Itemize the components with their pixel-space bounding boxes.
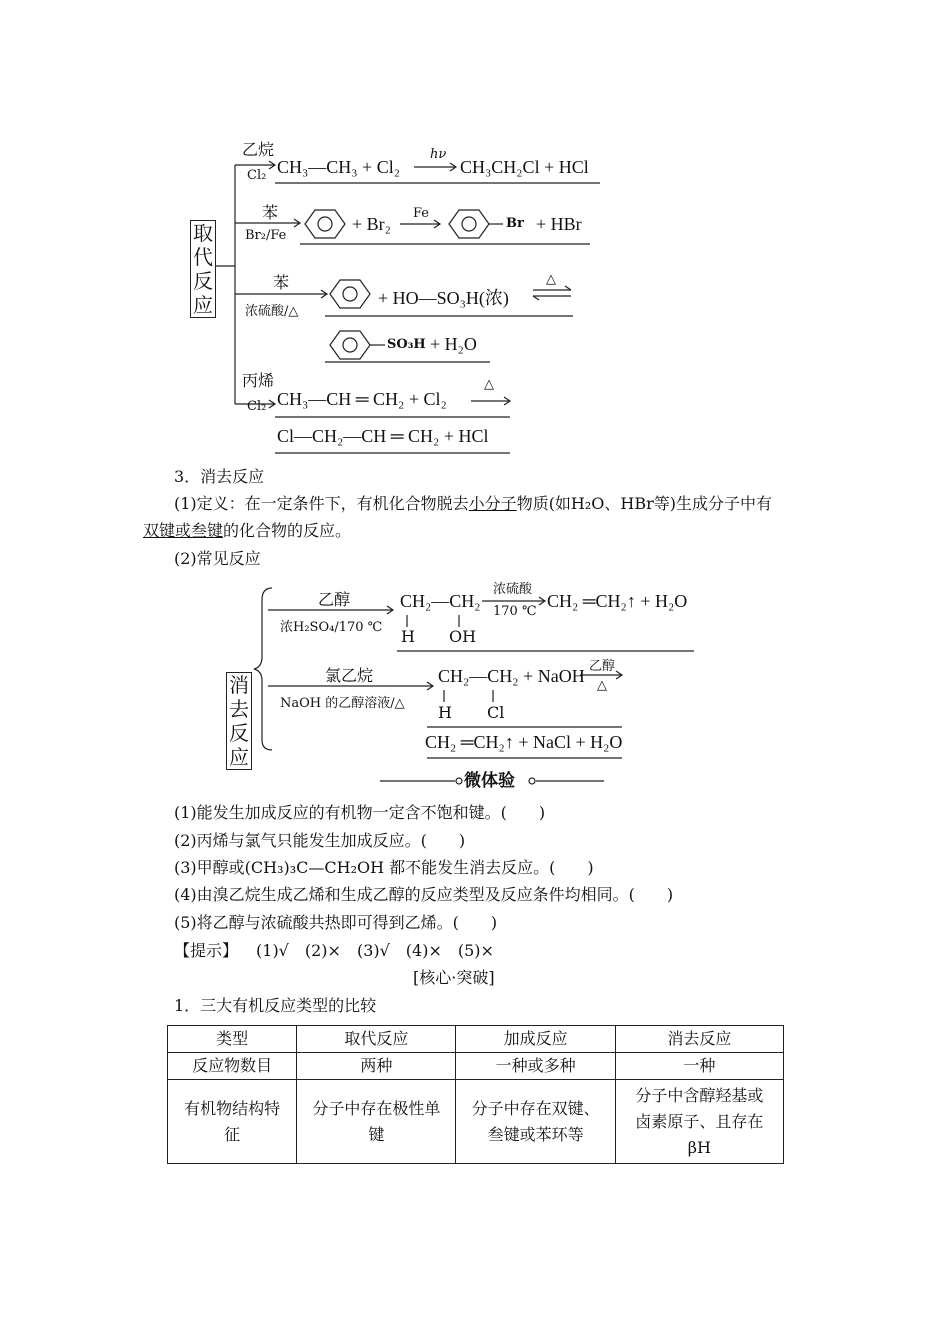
substitution-label-char: 应 bbox=[193, 293, 213, 317]
r4-arrow-condition: △ bbox=[484, 377, 494, 392]
cell-line: 叁键或苯环等 bbox=[487, 1124, 584, 1144]
substitution-label-char: 取 bbox=[193, 221, 213, 245]
elimination-label-char: 应 bbox=[229, 745, 249, 769]
core-header: [核心·突破] bbox=[413, 968, 495, 987]
table-cell: 两种 bbox=[297, 1053, 456, 1080]
micro-item: (2)丙烯与氯气只能发生加成反应。( ) bbox=[174, 831, 466, 850]
definition-text: (1)定义：在一定条件下，有机化合物脱去 bbox=[174, 494, 469, 513]
r3-substituent: SO₃H bbox=[387, 337, 426, 352]
cell-line: 分子中含醇羟基或 bbox=[635, 1085, 764, 1105]
e1-products: CH₂ ═CH₂↑ + H₂O bbox=[547, 591, 688, 611]
r1-reactants: CH₃—CH₃ + Cl₂ bbox=[277, 157, 400, 177]
r1-products: CH₃CH₂Cl + HCl bbox=[460, 157, 589, 177]
substitution-label-box bbox=[190, 220, 216, 318]
definition-line-2 bbox=[143, 521, 351, 541]
micro-item: (1)能发生加成反应的有机物一定含不饱和键。( ) bbox=[174, 803, 546, 822]
e1-arrow-condition-above: 浓硫酸 bbox=[493, 582, 533, 597]
e1-structure-oh: OH bbox=[449, 627, 477, 646]
common-reactions-title: (2)常见反应 bbox=[174, 549, 261, 568]
hint-answers: (1)√ (2)× (3)√ (4)× (5)× bbox=[256, 941, 494, 960]
micro-item: (5)将乙醇与浓硫酸共热即可得到乙烯。( ) bbox=[174, 913, 498, 932]
definition-line-1 bbox=[174, 494, 772, 514]
table-cell bbox=[456, 1080, 615, 1164]
e1-reagent: 乙醇 bbox=[318, 590, 351, 609]
micro-item: (4)由溴乙烷生成乙烯和生成乙醇的反应类型及反应条件均相同。( ) bbox=[174, 885, 674, 904]
r2-condition: Br₂/Fe bbox=[245, 228, 287, 243]
section3-title: 3．消去反应 bbox=[174, 467, 265, 486]
r2-reactants: + Br₂ bbox=[352, 214, 391, 234]
r2-products: + HBr bbox=[536, 214, 582, 234]
r3-reagent: 苯 bbox=[273, 273, 290, 292]
r3-products: + H₂O bbox=[430, 334, 477, 354]
table-header-cell: 类型 bbox=[168, 1026, 297, 1053]
table-cell: 一种 bbox=[615, 1053, 783, 1080]
elimination-label-char: 去 bbox=[229, 697, 249, 721]
table-row bbox=[168, 1053, 784, 1080]
r1-reagent: 乙烷 bbox=[242, 140, 275, 159]
table-cell bbox=[615, 1080, 783, 1164]
e2-structure-cl: Cl bbox=[487, 703, 505, 722]
cell-line: βH bbox=[687, 1137, 711, 1157]
micro-title: 微体验 bbox=[464, 771, 515, 791]
e1-arrow-condition-below: 170 ℃ bbox=[493, 604, 537, 619]
table-cell: 反应物数目 bbox=[168, 1053, 297, 1080]
core-title: 1．三大有机反应类型的比较 bbox=[174, 996, 377, 1015]
e2-structure-top: CH₂—CH₂ + NaOH bbox=[438, 666, 585, 686]
r4-condition: Cl₂ bbox=[247, 399, 267, 414]
definition-keyword: 双键或叁键 bbox=[143, 521, 224, 540]
substitution-label-char: 反 bbox=[193, 269, 213, 293]
table-header-cell: 取代反应 bbox=[297, 1026, 456, 1053]
r4-reactants: CH₃—CH ═ CH₂ + Cl₂ bbox=[277, 389, 447, 409]
elimination-label-box bbox=[226, 672, 252, 770]
table-header-cell: 加成反应 bbox=[456, 1026, 615, 1053]
r3-arrow-condition: △ bbox=[546, 272, 556, 287]
table-header-cell: 消去反应 bbox=[615, 1026, 783, 1053]
cell-line: 分子中存在极性单 bbox=[312, 1098, 441, 1118]
table-cell bbox=[297, 1080, 456, 1164]
cell-line: 有机物结构特 bbox=[184, 1098, 281, 1118]
r2-arrow-condition: Fe bbox=[413, 206, 430, 221]
definition-text: 物质(如H₂O、HBr等)生成分子中有 bbox=[516, 494, 773, 513]
table-cell: 一种或多种 bbox=[456, 1053, 615, 1080]
elimination-label-char: 反 bbox=[229, 721, 249, 745]
hint-label: 【提示】 bbox=[174, 941, 239, 960]
table-row bbox=[168, 1080, 784, 1164]
hint-line bbox=[174, 941, 494, 961]
r4-products: Cl—CH₂—CH ═ CH₂ + HCl bbox=[277, 426, 489, 446]
e1-structure-h: H bbox=[401, 627, 415, 646]
e1-condition: 浓H₂SO₄/170 ℃ bbox=[280, 620, 383, 635]
r3-reactants: + HO—SO₃H(浓) bbox=[378, 288, 509, 308]
r2-substituent: Br bbox=[506, 216, 524, 231]
elimination-label-char: 消 bbox=[229, 673, 249, 697]
table-cell bbox=[168, 1080, 297, 1164]
micro-item: (3)甲醇或(CH₃)₃C—CH₂OH 都不能发生消去反应。( ) bbox=[174, 858, 594, 877]
e2-arrow-condition-below: △ bbox=[597, 678, 607, 693]
table-header-row bbox=[168, 1026, 784, 1053]
e2-arrow-condition-above: 乙醇 bbox=[589, 659, 616, 674]
cell-line: 征 bbox=[224, 1124, 241, 1144]
comparison-table bbox=[167, 1025, 784, 1164]
r1-arrow-condition: hν bbox=[430, 147, 447, 162]
r3-condition: 浓硫酸/△ bbox=[245, 304, 299, 319]
substitution-label-char: 代 bbox=[193, 245, 213, 269]
r4-reagent: 丙烯 bbox=[242, 371, 275, 390]
definition-keyword: 小分子 bbox=[468, 494, 517, 513]
e1-structure-top: CH₂—CH₂ bbox=[400, 591, 481, 611]
cell-line: 分子中存在双键、 bbox=[471, 1098, 600, 1118]
r2-reagent: 苯 bbox=[262, 203, 279, 222]
cell-line: 键 bbox=[368, 1124, 385, 1144]
cell-line: 卤素原子、且存在 bbox=[635, 1111, 764, 1131]
e2-structure-h: H bbox=[438, 703, 452, 722]
e2-products: CH₂ ═CH₂↑ + NaCl + H₂O bbox=[425, 732, 623, 752]
e2-reagent: 氯乙烷 bbox=[325, 666, 374, 685]
e2-condition: NaOH 的乙醇溶液/△ bbox=[280, 696, 405, 711]
definition-text: 的化合物的反应。 bbox=[223, 521, 352, 540]
r1-condition: Cl₂ bbox=[247, 168, 267, 183]
